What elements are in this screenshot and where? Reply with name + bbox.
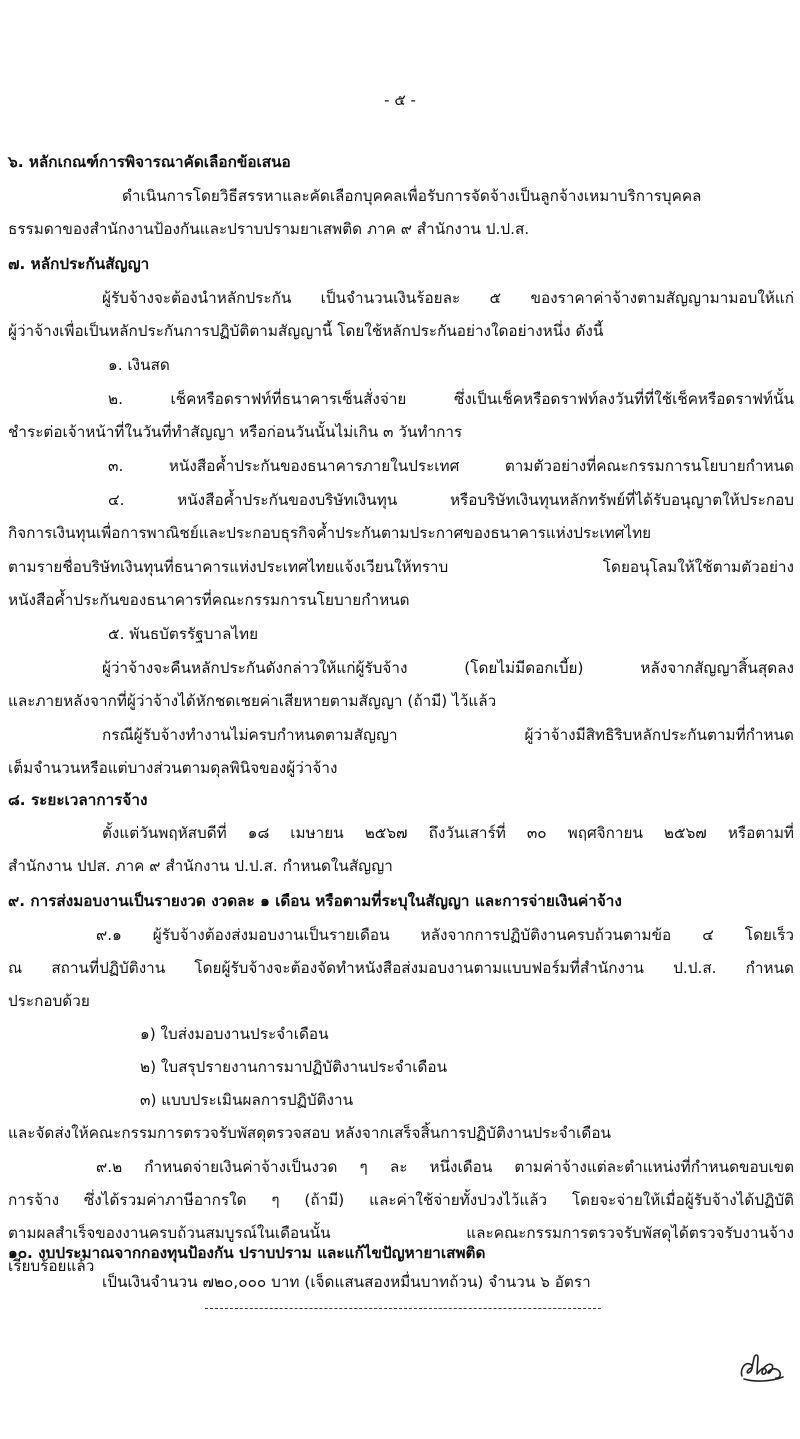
section-7-forfeit-line-2: เต็มจำนวนหรือแต่บางส่วนตามดุลพินิจของผู้ว่าจ้าง (8, 759, 338, 777)
section-9-2-line-3: ตามผลสำเร็จของงานครบถ้วนสมบูรณ์ในเดือนนั้น และคณะกรรมการตรวจรับพัสดุได้ตรวจรับงานจ้าง (8, 1224, 794, 1242)
section-7-item-2-line-2: ชำระต่อเจ้าหน้าที่ในวันที่ทำสัญญา หรือก่อนวันนั้นไม่เกิน ๓ วันทำการ (8, 423, 463, 441)
section-9-1-line-4: และจัดส่งให้คณะกรรมการตรวจรับพัสดุตรวจสอบ หลังจากเสร็จสิ้นการปฏิบัติงานประจำเดือน (8, 1124, 611, 1142)
section-8-heading: ๘. ระยะเวลาการจ้าง (8, 791, 148, 809)
section-6-line-1: ดำเนินการโดยวิธีสรรหาและคัดเลือกบุคคลเพื่อรับการจัดจ้างเป็นลูกจ้างเหมาบริการบุคคล (122, 187, 702, 205)
section-7-item-4-line-3: ตามรายชื่อบริษัทเงินทุนที่ธนาคารแห่งประเทศไทยแจ้งเวียนให้ทราบ โดยอนุโลมให้ใช้ตามตัวอย่าง (8, 558, 794, 576)
section-8-line-2: สำนักงาน ปปส. ภาค ๙ สำนักงาน ป.ป.ส. กำหนดในสัญญา (8, 857, 393, 875)
section-10-line-1: เป็นเงินจำนวน ๗๒๐,๐๐๐ บาท (เจ็ดแสนสองหมื่นบาทถ้วน) จำนวน ๖ อัตรา (102, 1273, 591, 1291)
section-7-return-line-1: ผู้ว่าจ้างจะคืนหลักประกันดังกล่าวให้แก่ผู้รับจ้าง (โดยไม่มีดอกเบี้ย) หลังจากสัญญาสิ้นสุดลง (102, 659, 794, 677)
section-7-heading: ๗. หลักประกันสัญญา (8, 255, 150, 273)
section-9-1-line-1: ๙.๑ ผู้รับจ้างต้องส่งมอบงานเป็นรายเดือน หลังจากการปฏิบัติงานครบถ้วนตามข้อ ๔ โดยเร็ว (96, 926, 794, 944)
section-9-2-line-4: เรียบร้อยแล้ว (8, 1257, 95, 1275)
section-7-item-4-line-4: หนังสือค้ำประกันของธนาคารที่คณะกรรมการนโยบายกำหนด (8, 591, 410, 609)
section-9-2-line-1: ๙.๒ กำหนดจ่ายเงินค่าจ้างเป็นงวด ๆ ละ หนึ่งเดือน ตามค่าจ้างแต่ละตำแหน่งที่กำหนดขอบเขต (96, 1158, 794, 1176)
section-7-item-4-line-1: ๔. หนังสือค้ำประกันของบริษัทเงินทุน หรือบริษัทเงินทุนหลักทรัพย์ที่ได้รับอนุญาตให้ประกอบ (108, 491, 794, 509)
section-9-1-line-2: ณ สถานที่ปฏิบัติงาน โดยผู้รับจ้างจะต้องจัดทำหนังสือส่งมอบงานตามแบบฟอร์มที่สำนักงาน ป.ป.ส. กำหนด (8, 959, 794, 977)
section-6-line-2: ธรรมดาของสำนักงานป้องกันและปราบปรามยาเสพติด ภาค ๙ สำนักงาน ป.ป.ส. (8, 220, 530, 238)
page-number: - ๕ - (384, 91, 416, 109)
section-7-line-2: ผู้ว่าจ้างเพื่อเป็นหลักประกันการปฏิบัติตามสัญญานี้ โดยใช้หลักประกันอย่างใดอย่างหนึ่ง ดังนี้ (8, 322, 604, 340)
section-10-heading: ๑๐. งบประมาณจากกองทุนป้องกัน ปราบปราม และแก้ไขปัญหายาเสพติด (8, 1244, 486, 1262)
section-7-item-3: ๓. หนังสือค้ำประกันของธนาคารภายในประเทศ ตามตัวอย่างที่คณะกรรมการนโยบายกำหนด (108, 457, 794, 475)
end-divider (205, 1308, 601, 1309)
section-9-1-line-3: ประกอบด้วย (8, 992, 90, 1010)
section-9-heading: ๙. การส่งมอบงานเป็นรายงวด งวดละ ๑ เดือน หรือตามที่ระบุในสัญญา และการจ่ายเงินค่าจ้าง (8, 892, 622, 910)
section-7-forfeit-line-1: กรณีผู้รับจ้างทำงานไม่ครบกำหนดตามสัญญา ผู้ว่าจ้างมีสิทธิริบหลักประกันตามที่กำหนด (102, 726, 794, 744)
section-7-line-1: ผู้รับจ้างจะต้องนำหลักประกัน เป็นจำนวนเงินร้อยละ ๕ ของราคาค่าจ้างตามสัญญามามอบให้แก่ (102, 289, 794, 307)
section-9-2-line-2: การจ้าง ซึ่งได้รวมค่าภาษีอากรใด ๆ (ถ้ามี) และค่าใช้จ่ายทั้งปวงไว้แล้ว โดยจะจ่ายให้เมื่อผู้รับจ้างได้ปฏิบัติ (8, 1191, 794, 1209)
section-9-doc-1: ๑) ใบส่งมอบงานประจำเดือน (140, 1025, 329, 1043)
section-7-item-5: ๕. พันธบัตรรัฐบาลไทย (108, 625, 259, 643)
section-7-return-line-2: และภายหลังจากที่ผู้ว่าจ้างได้หักชดเชยค่าเสียหายตามสัญญา (ถ้ามี) ไว้แล้ว (8, 692, 497, 710)
section-8-line-1: ตั้งแต่วันพฤหัสบดีที่ ๑๘ เมษายน ๒๕๖๗ ถึงวันเสาร์ที่ ๓๐ พฤศจิกายน ๒๕๖๗ หรือตามที่ (102, 824, 794, 842)
section-7-item-2-line-1: ๒. เช็คหรือดราฟท์ที่ธนาคารเซ็นสั่งจ่าย ซึ่งเป็นเช็คหรือดราฟท์ลงวันที่ที่ใช้เช็คหรือดราฟท์นั้น (108, 390, 794, 408)
section-6-heading: ๖. หลักเกณฑ์การพิจารณาคัดเลือกข้อเสนอ (8, 153, 291, 171)
section-7-item-1: ๑. เงินสด (108, 356, 170, 374)
section-7-item-4-line-2: กิจการเงินทุนเพื่อการพาณิชย์และประกอบธุรกิจค้ำประกันตามประกาศของธนาคารแห่งประเทศไทย (8, 524, 652, 542)
section-9-doc-3: ๓) แบบประเมินผลการปฏิบัติงาน (140, 1091, 354, 1109)
section-9-doc-2: ๒) ใบสรุปรายงานการมาปฏิบัติงานประจำเดือน (140, 1058, 448, 1076)
signature-icon (736, 1346, 788, 1386)
